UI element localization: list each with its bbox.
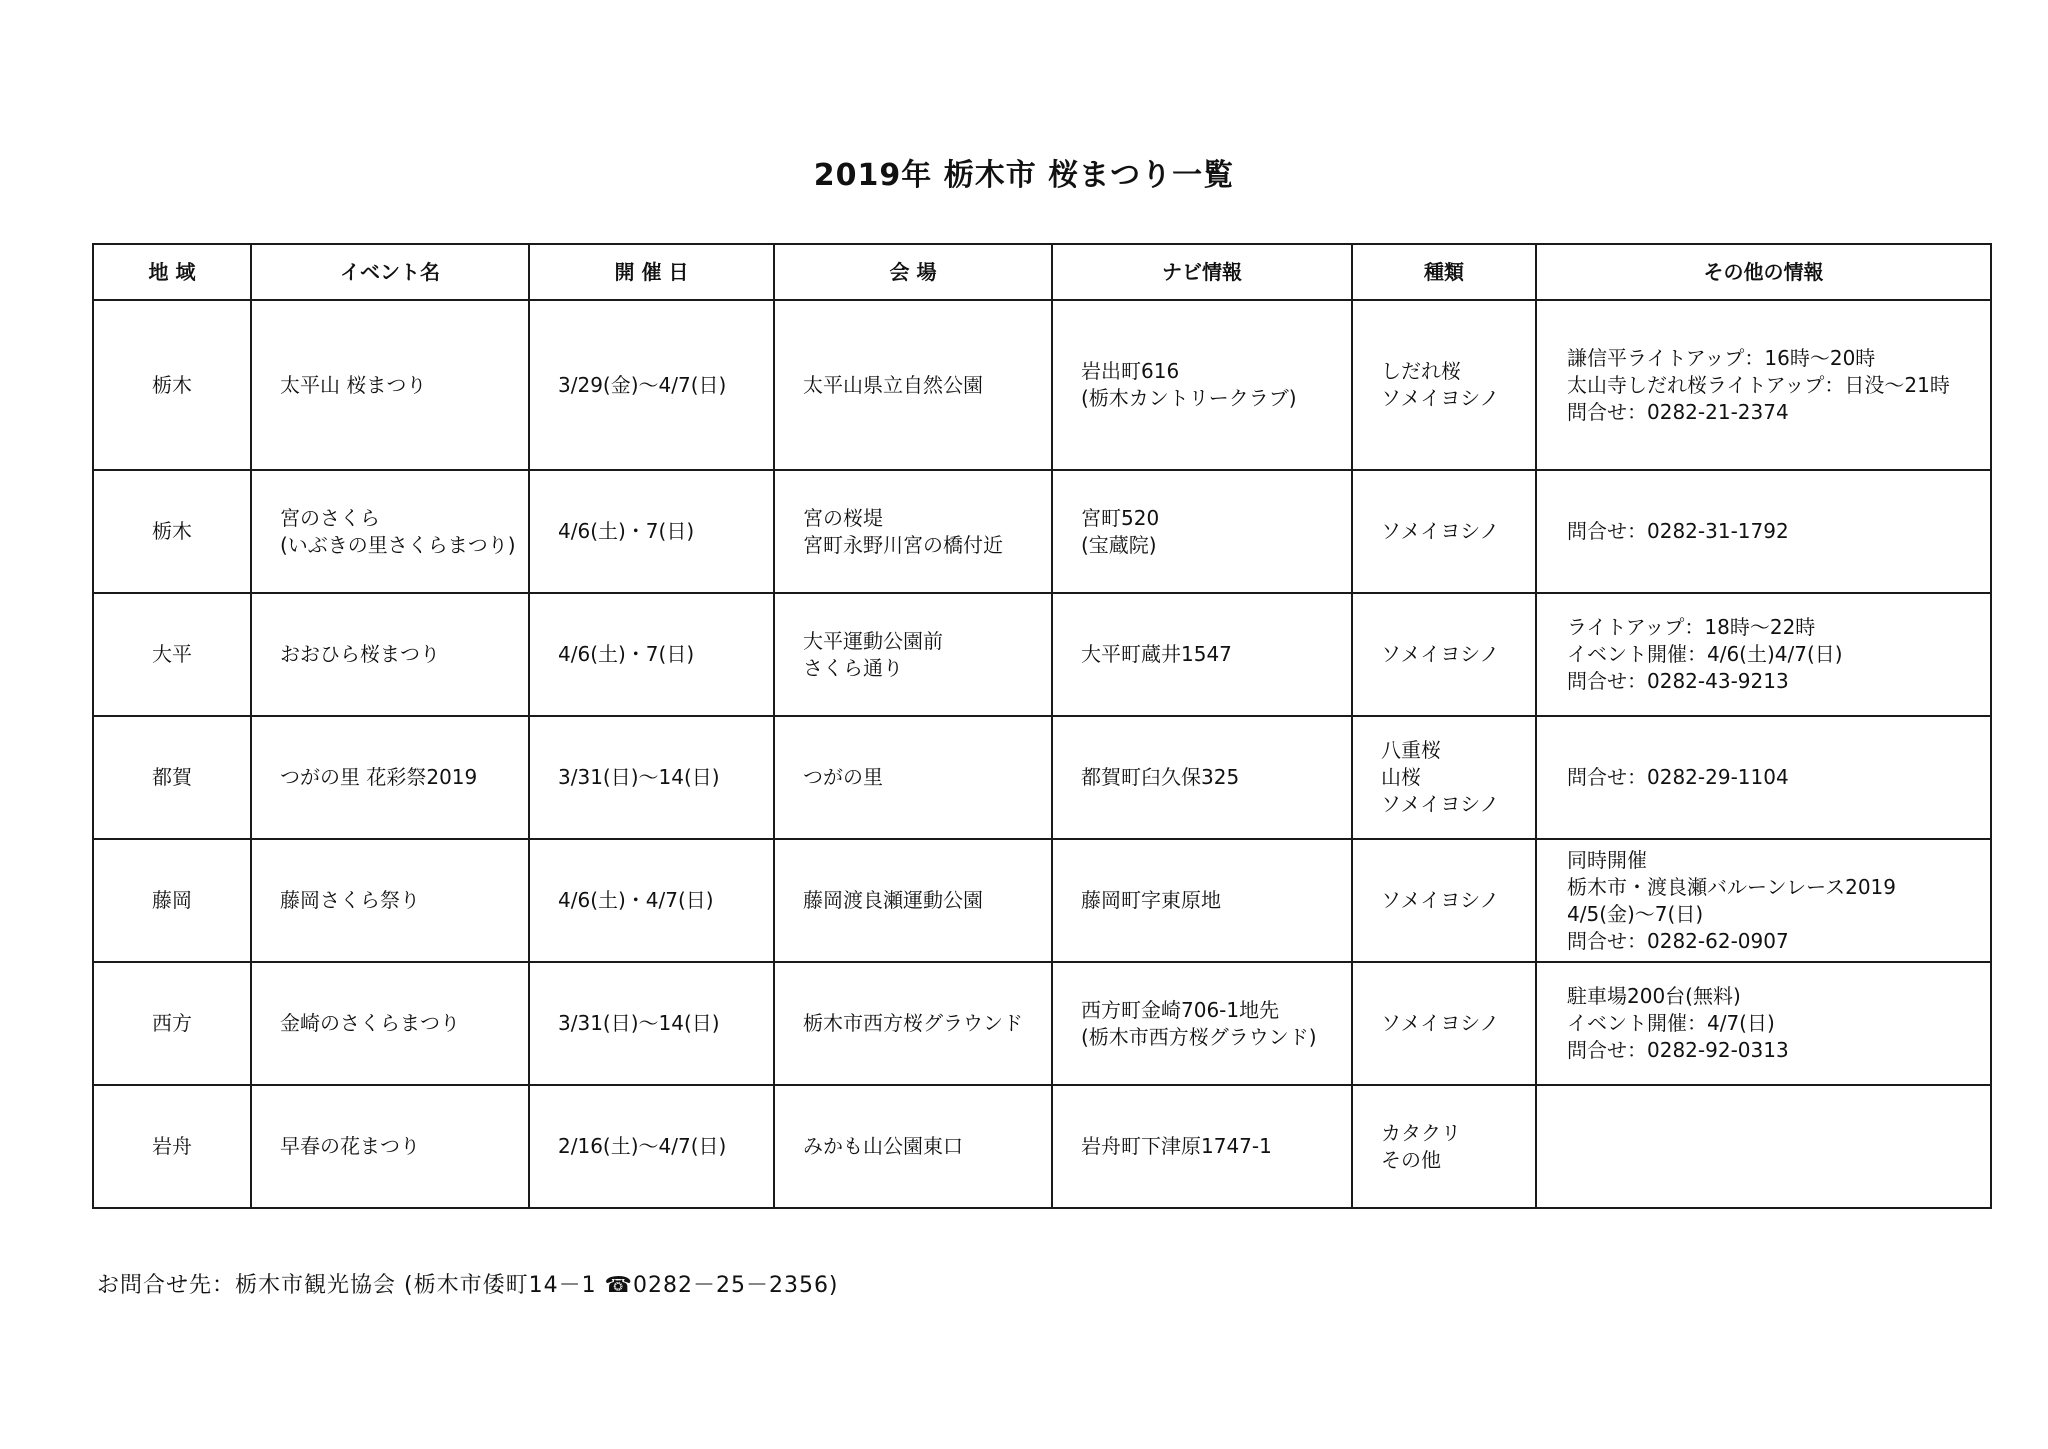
navi-cell-line: 西方町金崎706-1地先	[1081, 997, 1280, 1022]
navi-cell-line: (栃木カントリークラブ)	[1081, 386, 1297, 410]
other-info-cell-line: 問合せ：0282-92-0313	[1567, 1038, 1789, 1062]
region-cell: 藤岡	[93, 839, 251, 962]
venue-cell	[774, 470, 1052, 593]
venue-cell-line: みかも山公園東口	[803, 1134, 963, 1158]
event-name-cell	[251, 1085, 529, 1208]
type-cell-line: しだれ桜	[1381, 359, 1461, 383]
navi-cell-line: 藤岡町字東原地	[1081, 888, 1221, 912]
date-cell: 3/31(日)～14(日)	[529, 716, 774, 839]
type-cell	[1352, 593, 1536, 716]
type-cell-line: ソメイヨシノ	[1381, 1011, 1500, 1035]
venue-cell-line: 宮の桜堤	[803, 505, 883, 530]
event-name-cell-line: 金崎のさくらまつり	[280, 1011, 460, 1035]
region-cell: 栃木	[93, 300, 251, 470]
navi-cell-line: (宝蔵院)	[1081, 532, 1157, 557]
header-type: 種類	[1352, 244, 1536, 300]
other-info-cell-line: 駐車場200台(無料)	[1567, 984, 1741, 1008]
navi-cell-line: (栃木市西方桜グラウンド)	[1081, 1024, 1317, 1049]
other-info-cell-line: 問合せ：0282-31-1792	[1567, 519, 1789, 543]
type-cell-line: 山桜	[1381, 765, 1421, 789]
other-info-cell	[1536, 962, 1991, 1085]
header-venue: 会 場	[774, 244, 1052, 300]
navi-cell	[1052, 716, 1352, 839]
header-other-info: その他の情報	[1536, 244, 1991, 300]
other-info-cell-line: イベント開催：4/7(日)	[1567, 1011, 1775, 1035]
footer-contact: お問合せ先：栃木市観光協会 (栃木市倭町14－1 ☎0282－25－2356)	[97, 1273, 839, 1298]
type-cell	[1352, 300, 1536, 470]
table-body	[93, 300, 1991, 1208]
table-row	[93, 1085, 1991, 1208]
other-info-cell-line: ライトアップ：18時～22時	[1567, 615, 1816, 639]
type-cell	[1352, 716, 1536, 839]
other-info-cell-line: 問合せ：0282-43-9213	[1567, 669, 1789, 693]
other-info-cell-line: 太山寺しだれ桜ライトアップ：日没～21時	[1567, 372, 1950, 397]
type-cell-line: ソメイヨシノ	[1381, 519, 1500, 543]
table-row	[93, 593, 1991, 716]
type-cell-line: カタクリ	[1381, 1120, 1461, 1145]
event-name-cell	[251, 470, 529, 593]
navi-cell-line: 都賀町臼久保325	[1081, 765, 1240, 789]
event-name-cell-line: 宮のさくら	[280, 505, 380, 530]
navi-cell-line: 岩舟町下津原1747-1	[1081, 1134, 1272, 1158]
navi-cell-line: 大平町蔵井1547	[1081, 642, 1232, 666]
type-cell-line: その他	[1381, 1147, 1441, 1172]
event-name-cell	[251, 716, 529, 839]
type-cell-line: ソメイヨシノ	[1381, 386, 1500, 410]
other-info-cell-line: 問合せ：0282-29-1104	[1567, 765, 1789, 789]
event-name-cell-line: 早春の花まつり	[280, 1134, 420, 1158]
other-info-cell-line: 栃木市・渡良瀬バルーンレース2019	[1567, 874, 1896, 899]
date-cell: 2/16(土)～4/7(日)	[529, 1085, 774, 1208]
venue-cell-line: 藤岡渡良瀬運動公園	[803, 888, 983, 912]
date-cell: 4/6(土)・7(日)	[529, 593, 774, 716]
region-cell: 大平	[93, 593, 251, 716]
other-info-cell	[1536, 839, 1991, 962]
venue-cell	[774, 839, 1052, 962]
other-info-cell	[1536, 716, 1991, 839]
event-name-cell	[251, 300, 529, 470]
table-row	[93, 962, 1991, 1085]
navi-cell	[1052, 839, 1352, 962]
header-event-name: イベント名	[251, 244, 529, 300]
venue-cell-line: さくら通り	[803, 655, 903, 680]
venue-cell-line: 太平山県立自然公園	[803, 372, 983, 397]
other-info-cell-line: 謙信平ライトアップ：16時～20時	[1567, 345, 1876, 370]
header-navi: ナビ情報	[1052, 244, 1352, 300]
date-cell: 4/6(土)・4/7(日)	[529, 839, 774, 962]
venue-cell-line: つがの里	[803, 765, 883, 789]
header-date: 開 催 日	[529, 244, 774, 300]
festival-table	[92, 243, 1992, 1209]
other-info-cell	[1536, 300, 1991, 470]
table-row	[93, 300, 1991, 470]
event-name-cell	[251, 962, 529, 1085]
navi-cell	[1052, 593, 1352, 716]
table-row	[93, 839, 1991, 962]
other-info-cell-line: 4/5(金)～7(日)	[1567, 901, 1704, 926]
venue-cell	[774, 593, 1052, 716]
event-name-cell-line: 太平山 桜まつり	[280, 372, 427, 397]
table-header-row	[93, 244, 1991, 300]
venue-cell	[774, 300, 1052, 470]
type-cell-line: ソメイヨシノ	[1381, 642, 1500, 666]
venue-cell-line: 大平運動公園前	[803, 628, 943, 653]
navi-cell-line: 宮町520	[1081, 505, 1160, 530]
type-cell-line: ソメイヨシノ	[1381, 888, 1500, 912]
other-info-cell	[1536, 1085, 1991, 1208]
type-cell	[1352, 1085, 1536, 1208]
venue-cell	[774, 1085, 1052, 1208]
region-cell: 岩舟	[93, 1085, 251, 1208]
date-cell: 3/31(日)～14(日)	[529, 962, 774, 1085]
type-cell-line: ソメイヨシノ	[1381, 792, 1500, 816]
region-cell: 都賀	[93, 716, 251, 839]
event-name-cell-line: 藤岡さくら祭り	[280, 888, 420, 912]
navi-cell-line: 岩出町616	[1081, 359, 1180, 383]
navi-cell	[1052, 470, 1352, 593]
header-region: 地 域	[93, 244, 251, 300]
event-name-cell-line: (いぶきの里さくらまつり)	[280, 532, 516, 557]
other-info-cell-line: イベント開催：4/6(土)4/7(日)	[1567, 642, 1843, 666]
table-row	[93, 470, 1991, 593]
other-info-cell	[1536, 593, 1991, 716]
venue-cell	[774, 716, 1052, 839]
date-cell: 4/6(土)・7(日)	[529, 470, 774, 593]
other-info-cell-line: 問合せ：0282-21-2374	[1567, 399, 1789, 424]
region-cell: 栃木	[93, 470, 251, 593]
table-row	[93, 716, 1991, 839]
venue-cell-line: 宮町永野川宮の橋付近	[803, 532, 1003, 557]
type-cell	[1352, 839, 1536, 962]
event-name-cell	[251, 839, 529, 962]
date-cell: 3/29(金)～4/7(日)	[529, 300, 774, 470]
venue-cell	[774, 962, 1052, 1085]
region-cell: 西方	[93, 962, 251, 1085]
venue-cell-line: 栃木市西方桜グラウンド	[803, 1011, 1023, 1035]
other-info-cell-line: 同時開催	[1567, 847, 1647, 872]
type-cell	[1352, 962, 1536, 1085]
navi-cell	[1052, 300, 1352, 470]
type-cell	[1352, 470, 1536, 593]
type-cell-line: 八重桜	[1381, 738, 1441, 762]
event-name-cell	[251, 593, 529, 716]
other-info-cell	[1536, 470, 1991, 593]
other-info-cell-line: 問合せ：0282-62-0907	[1567, 928, 1789, 953]
event-name-cell-line: つがの里 花彩祭2019	[280, 765, 478, 789]
event-name-cell-line: おおひら桜まつり	[280, 642, 440, 666]
navi-cell	[1052, 962, 1352, 1085]
navi-cell	[1052, 1085, 1352, 1208]
page-title: 2019年 栃木市 桜まつり一覧	[813, 158, 1235, 193]
